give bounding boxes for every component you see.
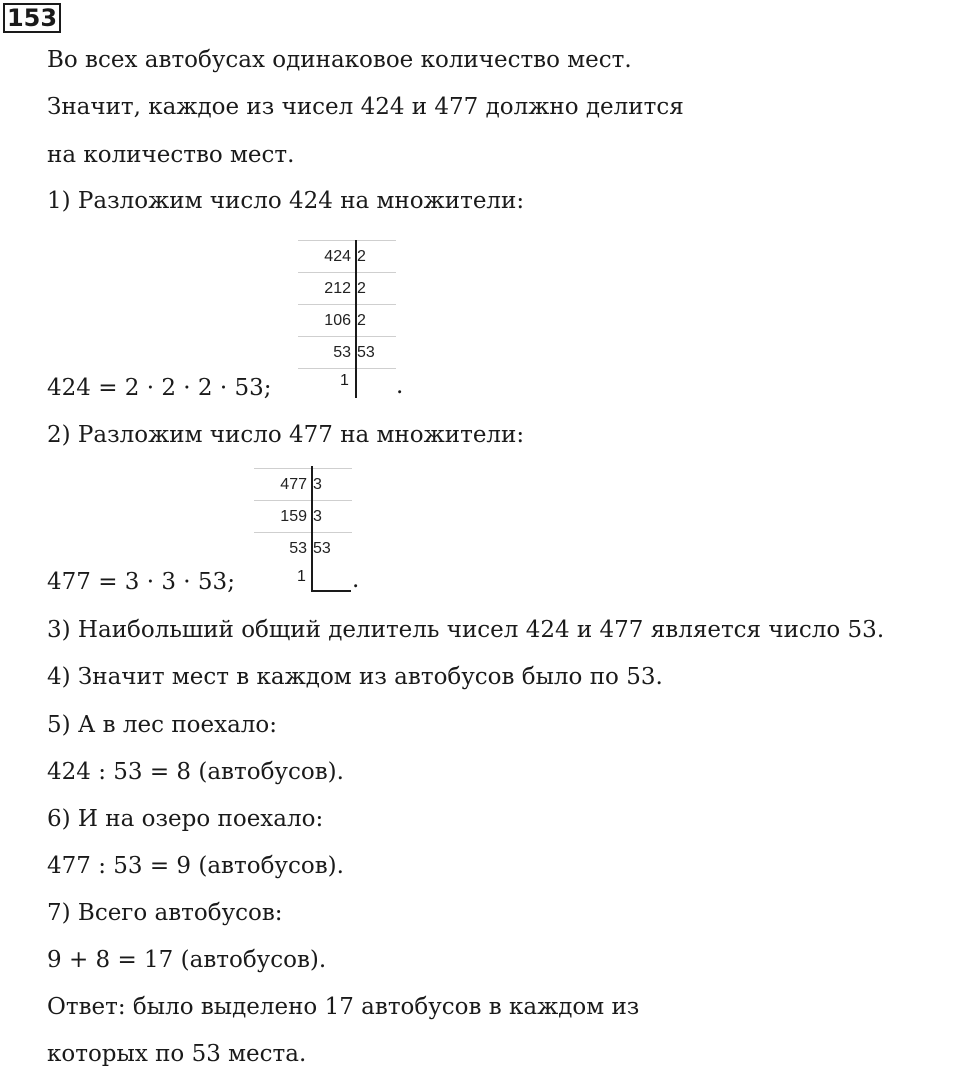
table-row (254, 532, 352, 564)
factorization-table-424 (298, 240, 396, 371)
divisor-cell: 2 (357, 279, 366, 297)
table-row (254, 500, 352, 532)
text-line: 1) Разложим число 424 на множители: (47, 188, 525, 214)
text-line: 477 : 53 = 9 (автобусов). (47, 853, 344, 879)
dividend-cell: 212 (324, 279, 351, 297)
table-row (298, 240, 396, 272)
problem-number: 153 (3, 3, 61, 33)
dividend-cell: 424 (324, 247, 351, 265)
text-line: 4) Значит мест в каждом из автобусов было по 53. (47, 664, 663, 690)
table-row (298, 272, 396, 304)
factorization-table-477 (254, 468, 352, 564)
text-line: 5) А в лес поехало: (47, 712, 277, 738)
text-line: 6) И на озеро поехало: (47, 806, 324, 832)
divisor-cell: 3 (313, 507, 322, 525)
divisor-cell: 3 (313, 475, 322, 493)
dividend-cell: 53 (289, 539, 307, 557)
dividend-cell: 159 (280, 507, 307, 525)
table-row (254, 468, 352, 500)
text-line: 7) Всего автобусов: (47, 900, 283, 926)
dividend-cell: 477 (280, 475, 307, 493)
text-line: на количество мест. (47, 142, 295, 168)
text-line: 424 = 2 · 2 · 2 · 53; (47, 375, 272, 401)
text-line: 3) Наибольший общий делитель чисел 424 и 477 является число 53. (47, 617, 885, 643)
divisor-cell: 53 (357, 343, 375, 361)
text-line: 477 = 3 · 3 · 53; (47, 569, 235, 595)
divisor-cell: 2 (357, 311, 366, 329)
division-underline (311, 590, 351, 592)
end-mark: . (352, 567, 360, 593)
text-line: Ответ: было выделено 17 автобусов в каждом из (47, 994, 640, 1020)
final-quotient: 1 (297, 568, 306, 585)
text-line: которых по 53 места. (47, 1041, 307, 1067)
dividend-cell: 53 (333, 343, 351, 361)
final-quotient: 1 (340, 372, 349, 389)
text-line: 9 + 8 = 17 (автобусов). (47, 947, 327, 973)
divisor-cell: 53 (313, 539, 331, 557)
text-line: 2) Разложим число 477 на множители: (47, 422, 525, 448)
text-line: Во всех автобусах одинаковое количество мест. (47, 47, 632, 73)
table-row (298, 304, 396, 336)
division-line (311, 466, 313, 592)
end-mark: . (396, 373, 404, 399)
text-line: Значит, каждое из чисел 424 и 477 должно делится (47, 94, 684, 120)
divisor-cell: 2 (357, 247, 366, 265)
table-row (298, 336, 396, 368)
dividend-cell: 106 (324, 311, 351, 329)
division-line (355, 240, 357, 398)
text-line: 424 : 53 = 8 (автобусов). (47, 759, 344, 785)
